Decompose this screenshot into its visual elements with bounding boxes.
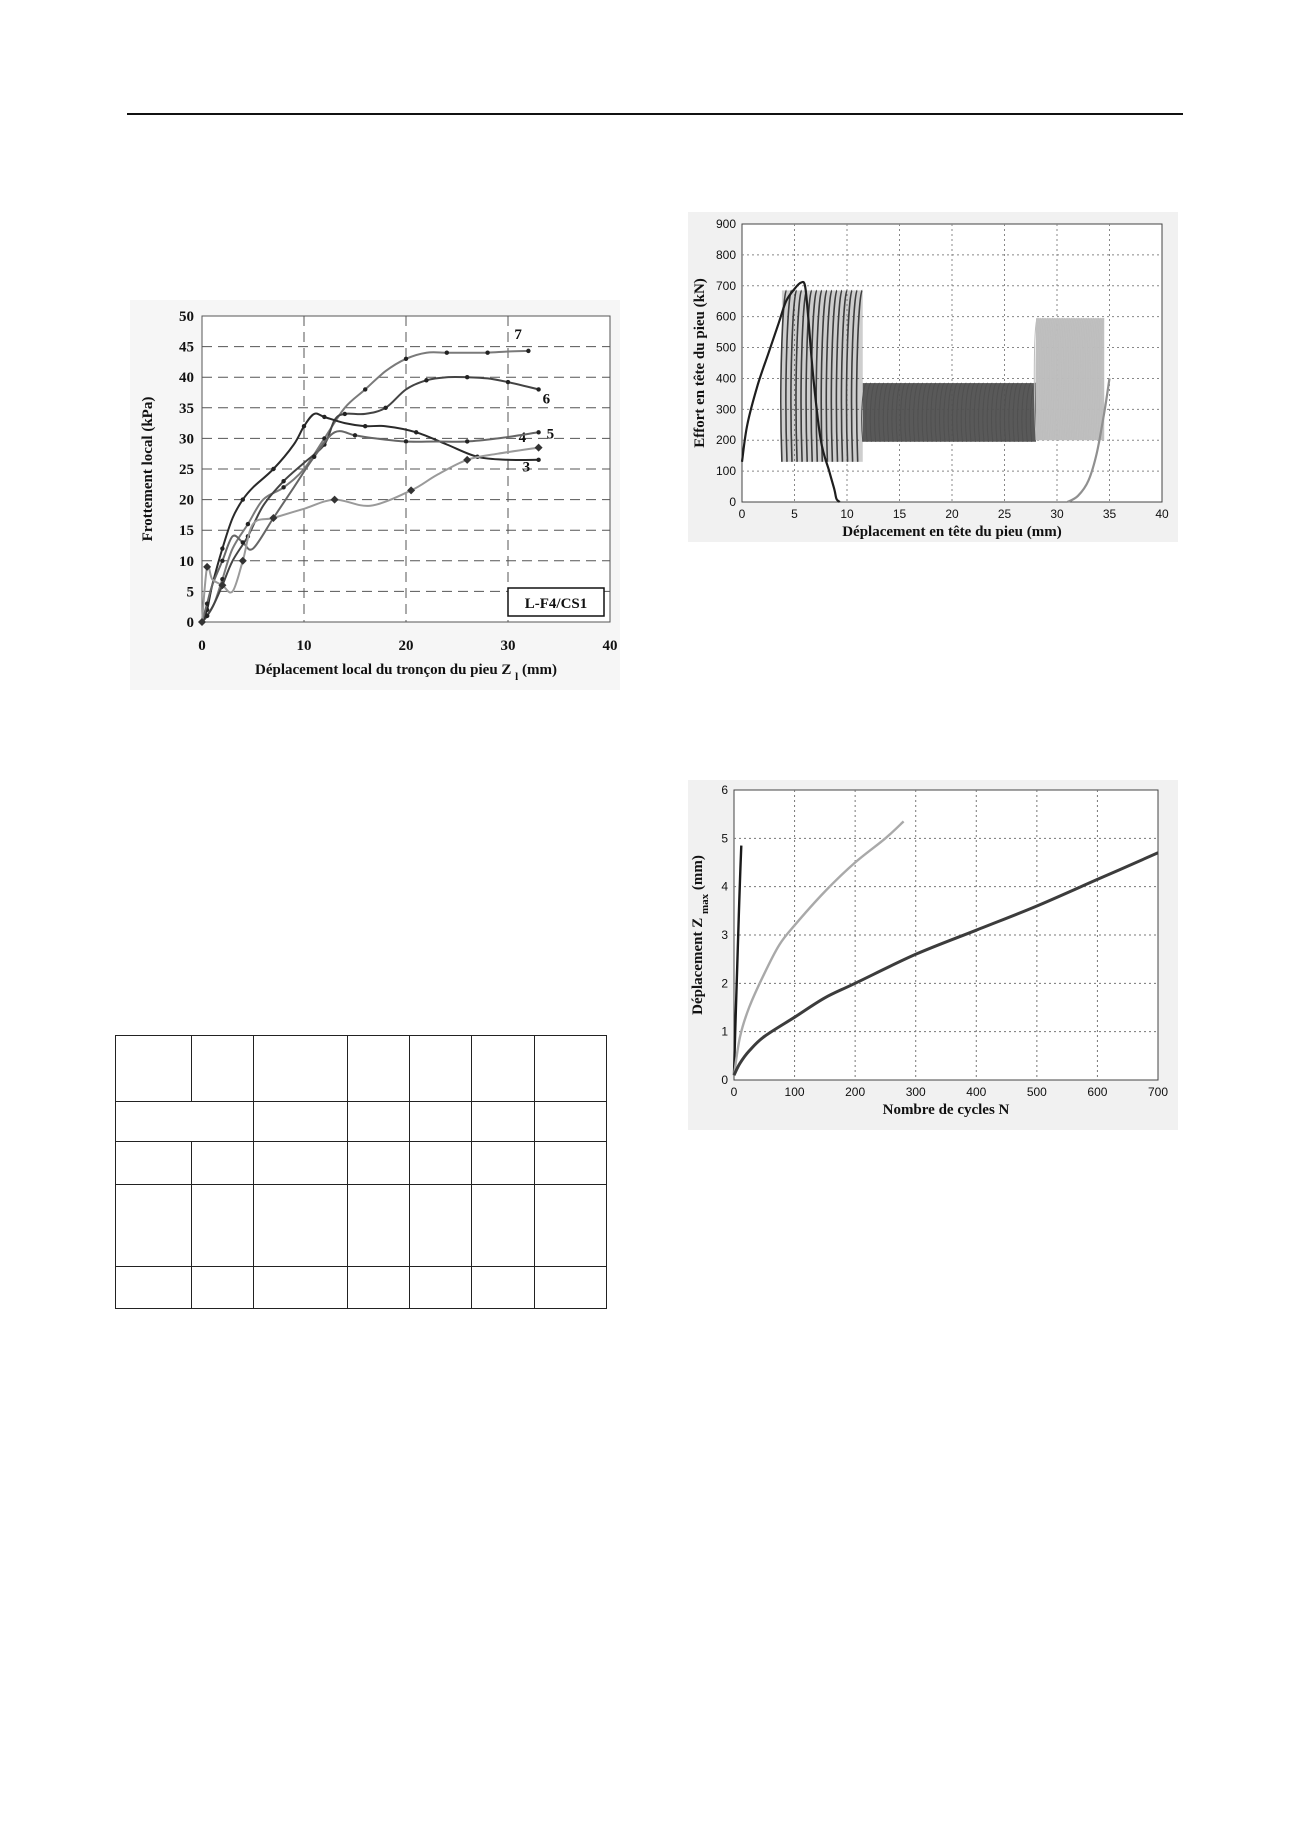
cycle-band-fill (863, 383, 1036, 442)
data-point (353, 433, 357, 437)
table-cell (535, 1142, 607, 1184)
x-tick-label: 100 (784, 1085, 805, 1099)
table-cell (410, 1184, 472, 1266)
x-tick-label: 40 (1155, 507, 1169, 521)
x-tick-label: 30 (500, 638, 516, 654)
x-tick-label: 40 (602, 638, 618, 654)
y-tick-label: 300 (715, 402, 736, 417)
x-tick-label: 35 (1102, 507, 1117, 521)
table-cell (254, 1102, 348, 1142)
y-tick-label: 5 (721, 831, 728, 846)
x-axis-label: Nombre de cycles N (882, 1102, 1010, 1118)
header-rule (127, 113, 1183, 115)
x-tick-label: 5 (791, 507, 798, 521)
data-point (363, 387, 367, 391)
chart-head-load-displacement-svg (688, 212, 1178, 542)
table-cell (535, 1184, 607, 1266)
data-point (506, 380, 510, 384)
y-tick-label: 25 (179, 462, 194, 478)
x-tick-label: 30 (1050, 507, 1064, 521)
y-tick-label: 35 (179, 400, 194, 417)
table-cell (410, 1036, 472, 1102)
data-point (241, 540, 245, 544)
data-point (445, 351, 449, 355)
table-cell (472, 1142, 535, 1184)
y-tick-label: 400 (715, 371, 736, 386)
chart-zmax-vs-cycles-svg (688, 780, 1178, 1130)
data-point (271, 467, 275, 471)
y-tick-label: 900 (715, 217, 736, 231)
x-tick-label: 20 (398, 638, 414, 654)
y-tick-label: 20 (179, 492, 194, 509)
table-cell (348, 1184, 410, 1266)
table-cell (410, 1142, 472, 1184)
data-point (465, 439, 469, 443)
x-tick-label: 10 (296, 638, 312, 654)
y-tick-label: 6 (721, 783, 728, 797)
x-tick-label: 200 (845, 1085, 866, 1099)
x-tick-label: 700 (1147, 1085, 1169, 1099)
data-point (281, 485, 285, 489)
x-tick-label: 0 (730, 1085, 738, 1099)
table-cell (116, 1036, 192, 1102)
y-tick-label: 4 (721, 879, 728, 894)
data-point (404, 439, 408, 443)
y-axis-label: Déplacement Z $_{max}$ (mm) (690, 855, 711, 1015)
y-tick-label: 0 (729, 495, 736, 509)
data-point (536, 458, 540, 462)
data-point (343, 412, 347, 416)
y-axis-label: Frottement local (kPa) (140, 396, 156, 542)
data-point (302, 424, 306, 428)
chart-zmax-vs-cycles (688, 780, 1178, 1130)
table-cell (348, 1142, 410, 1184)
y-tick-label: 1 (721, 1024, 728, 1039)
series-label: 6 (542, 391, 551, 408)
data-point (322, 415, 326, 419)
table-cell (192, 1036, 254, 1102)
x-tick-label: 400 (966, 1085, 987, 1099)
table-cell (472, 1102, 535, 1142)
x-tick-label: 300 (905, 1085, 926, 1099)
table-cell (410, 1102, 472, 1142)
table-cell (348, 1036, 410, 1102)
data-point (536, 430, 540, 434)
data-point (246, 522, 250, 526)
y-tick-label: 40 (179, 370, 194, 387)
table-cell (254, 1184, 348, 1266)
y-tick-label: 0 (186, 615, 194, 631)
table-cell (535, 1266, 607, 1308)
table-cell (472, 1184, 535, 1266)
y-tick-label: 15 (179, 523, 194, 540)
data-point (536, 387, 540, 391)
data-point (465, 375, 469, 379)
table-cell (410, 1266, 472, 1308)
table-cell (116, 1184, 192, 1266)
table-cell (472, 1266, 535, 1308)
y-tick-label: 700 (715, 278, 736, 293)
x-axis-label: Déplacement en tête du pieu (mm) (842, 524, 1062, 540)
table-cell (254, 1266, 348, 1308)
y-tick-label: 0 (721, 1073, 728, 1087)
y-tick-label: 10 (179, 553, 194, 570)
x-tick-label: 0 (198, 638, 206, 654)
y-tick-label: 600 (715, 309, 736, 324)
y-tick-label: 5 (186, 584, 194, 601)
y-tick-label: 500 (715, 340, 736, 355)
y-tick-label: 800 (715, 247, 736, 262)
series-label: 4 (518, 429, 527, 446)
table-cell (116, 1142, 192, 1184)
data-point (526, 349, 530, 353)
data-point (404, 357, 408, 361)
x-tick-label: 500 (1026, 1085, 1047, 1099)
x-tick-label: 15 (892, 507, 907, 521)
table-cell (116, 1266, 192, 1308)
y-tick-label: 30 (179, 431, 194, 448)
y-tick-label: 50 (179, 309, 194, 325)
data-point (241, 497, 245, 501)
table-cell (192, 1142, 254, 1184)
y-tick-label: 45 (179, 339, 194, 356)
x-tick-label: 0 (738, 507, 746, 521)
annotation-text: L-F4/CS1 (524, 596, 588, 612)
y-tick-label: 3 (721, 928, 728, 942)
chart-local-friction (130, 300, 620, 690)
x-tick-label: 20 (945, 507, 959, 521)
x-tick-label: 25 (997, 507, 1012, 521)
empty-table (115, 1035, 607, 1309)
data-point (220, 559, 224, 563)
x-axis-label: Déplacement local du tronçon du pieu Z $_l$ (mm) (255, 662, 557, 683)
table-cell (348, 1266, 410, 1308)
data-point (485, 351, 489, 355)
chart-local-friction-svg (130, 300, 620, 690)
table-cell (254, 1036, 348, 1102)
series-label: 3 (522, 459, 531, 476)
y-tick-label: 200 (715, 433, 736, 448)
x-tick-label: 600 (1087, 1085, 1108, 1099)
data-point (383, 406, 387, 410)
x-tick-label: 10 (840, 507, 854, 521)
series-label: 5 (546, 426, 555, 443)
table-cell (192, 1184, 254, 1266)
data-point (281, 479, 285, 483)
table-cell (254, 1142, 348, 1184)
data-point (205, 601, 209, 605)
data-point (220, 546, 224, 550)
table-cell (535, 1102, 607, 1142)
chart-head-load-displacement (688, 212, 1178, 542)
series-label: 7 (514, 326, 522, 343)
data-point (312, 455, 316, 459)
data-point (363, 424, 367, 428)
y-axis-label: Effort en tête du pieu (kN) (692, 278, 708, 448)
data-point (424, 378, 428, 382)
y-tick-label: 100 (715, 464, 736, 479)
table-cell (472, 1036, 535, 1102)
table-cell (116, 1102, 254, 1142)
table-cell (535, 1036, 607, 1102)
table-cell (348, 1102, 410, 1142)
table-cell (192, 1266, 254, 1308)
y-tick-label: 2 (721, 976, 728, 991)
data-point (414, 430, 418, 434)
